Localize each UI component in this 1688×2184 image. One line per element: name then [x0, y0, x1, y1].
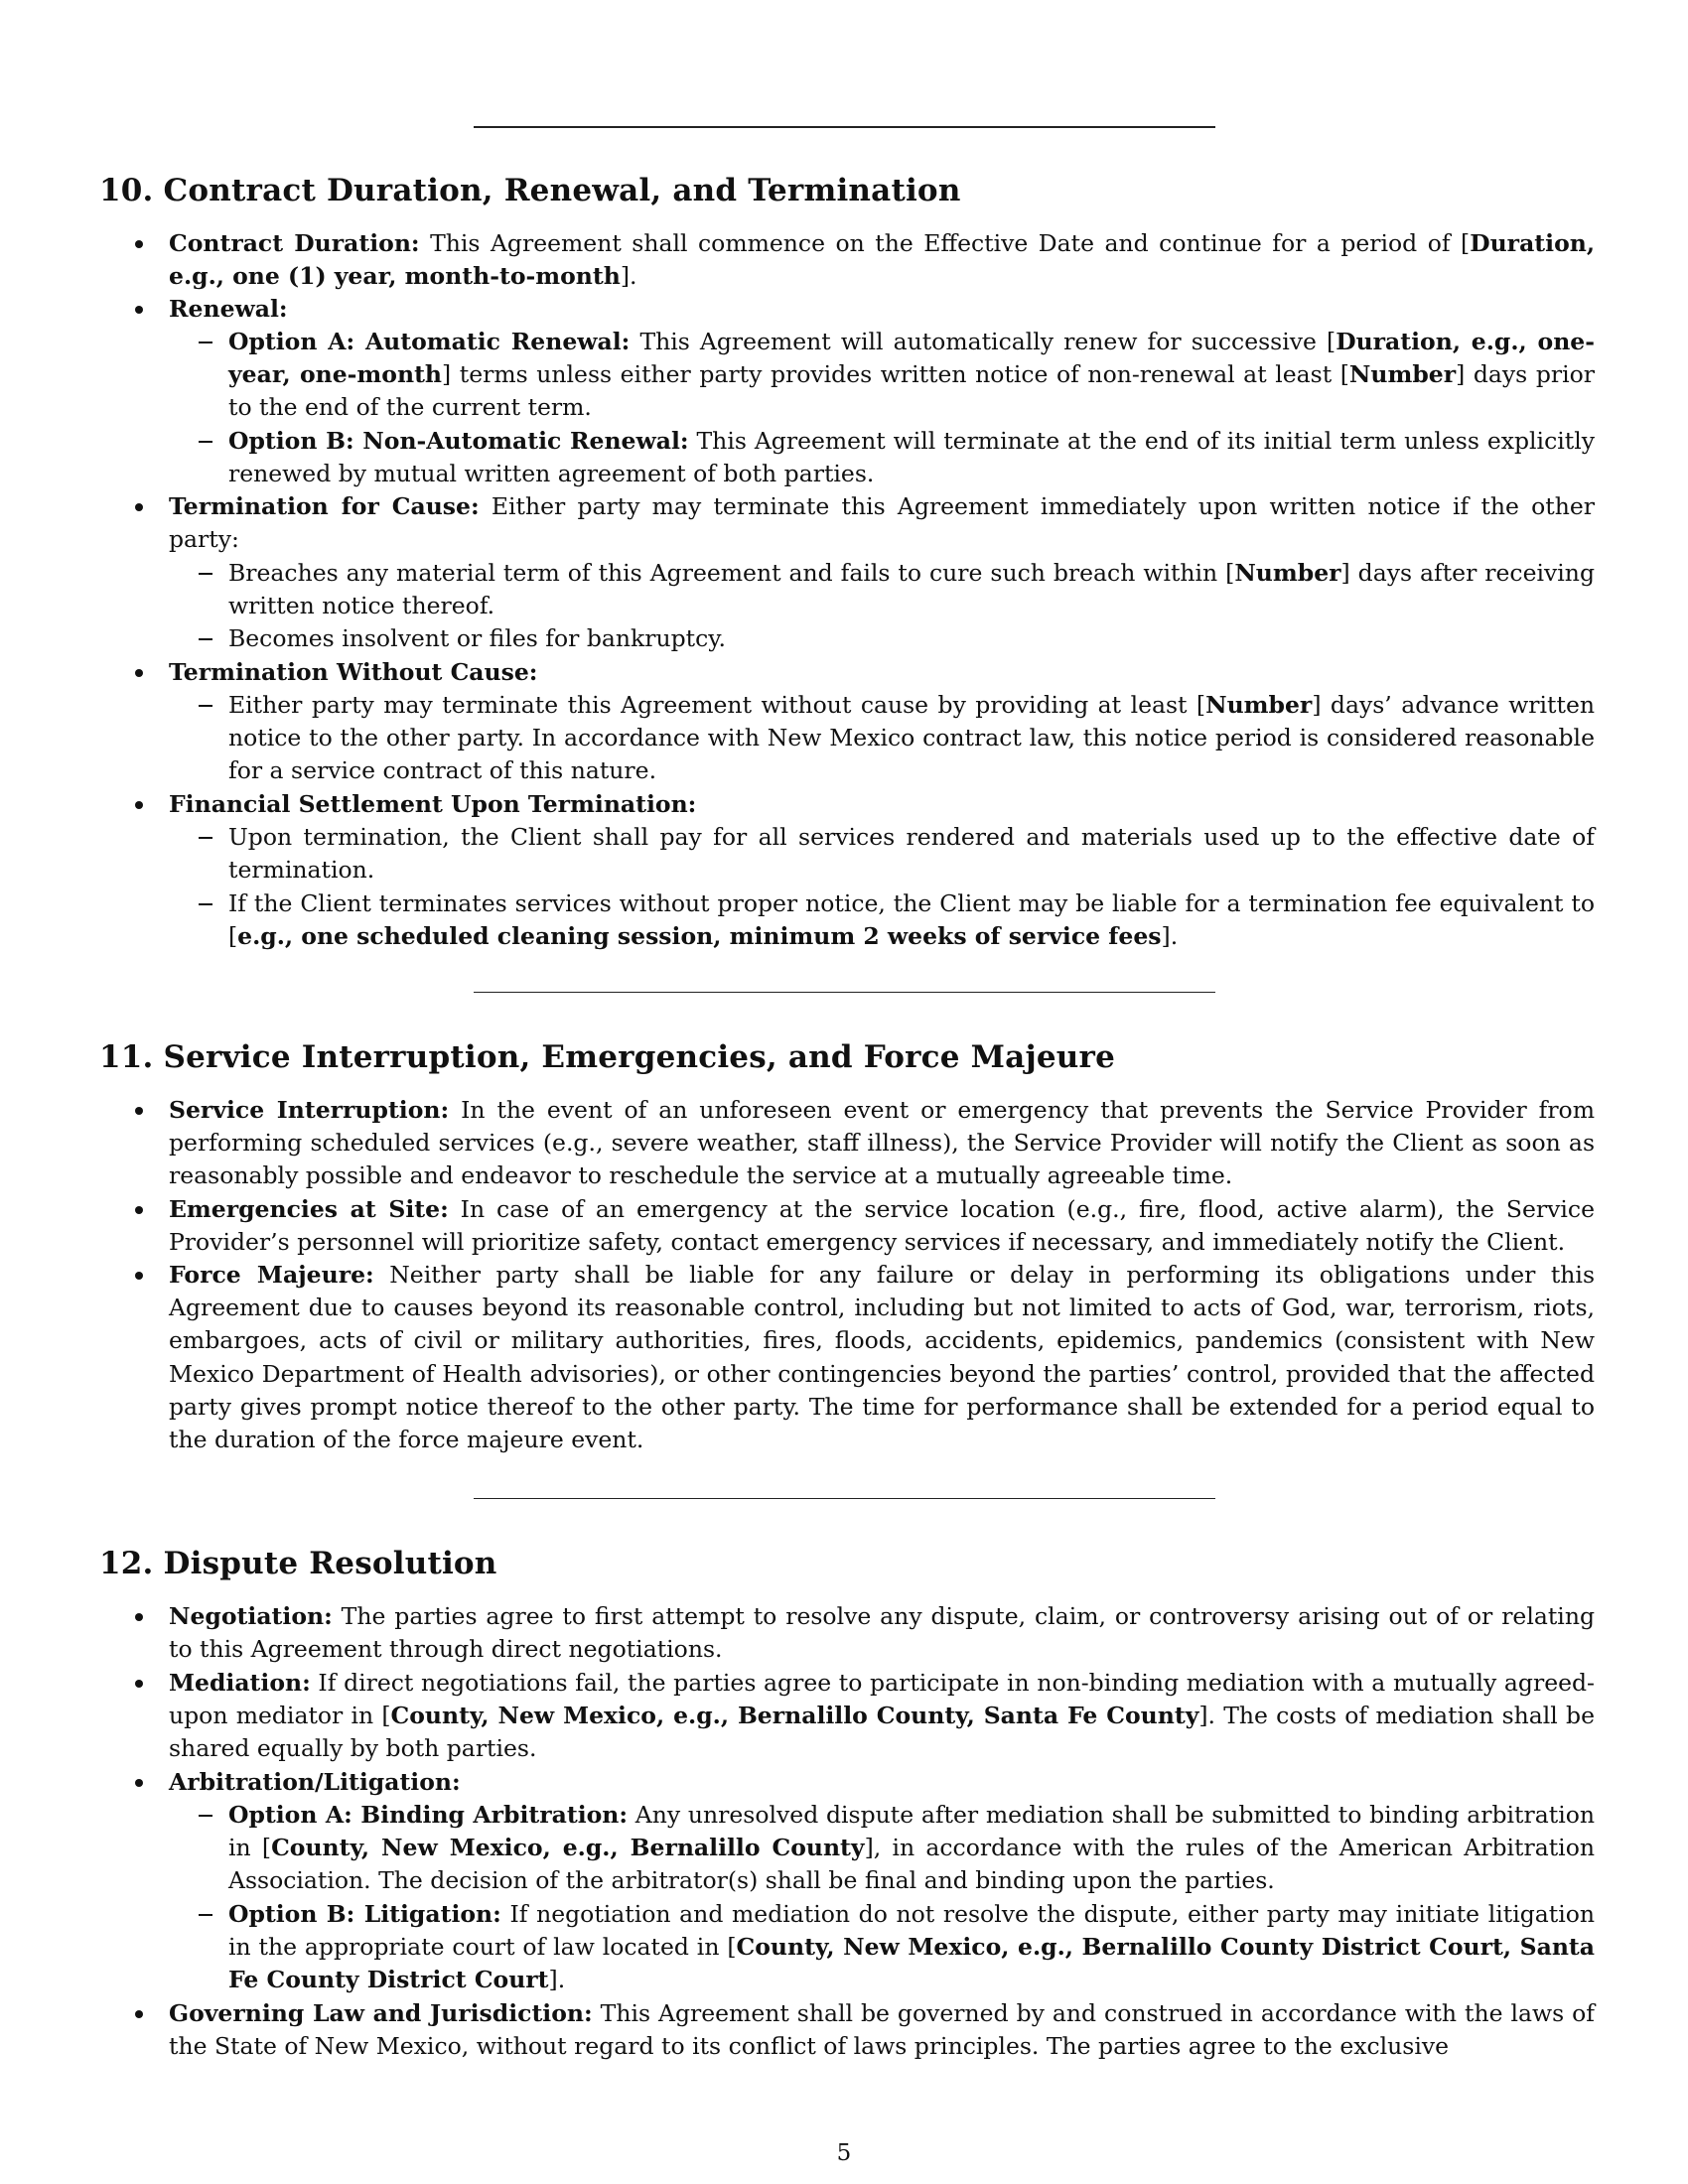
service-interruption-item: Service Interruption: In the event of an unforeseen event or emergency that prevents the Service Provider from performing scheduled services (e.g., severe weather, staff illness), the Service Provider will notify the Client as soon as reasonably possible and endeavor to reschedule the service at a mutually agreeable time.: [169, 1096, 1595, 1190]
bullet-icon: [133, 1105, 147, 1119]
section-divider: [474, 126, 1215, 128]
dash-icon: [197, 1799, 218, 1832]
section-heading-12: 12. Dispute Resolution: [99, 1546, 497, 1581]
contract-duration-item: Contract Duration: This Agreement shall commence on the Effective Date and continue for a period of [Duration, e.g., one (1) year, month-to-month].: [169, 229, 1596, 291]
settlement-payment-item: Upon termination, the Client shall pay for all services rendered and materials used up to the effective date of termination.: [228, 823, 1595, 885]
dash-icon: [197, 689, 218, 722]
renewal-option-a: Option A: Automatic Renewal: This Agreement will automatically renew for successive [Duration, e.g., one-year, one-month] terms unless either party provides written notice of non-renewal at least [Number] days prior to the end of the current term.: [228, 328, 1595, 422]
dash-icon: [197, 821, 218, 854]
financial-settlement-item: Financial Settlement Upon Termination:: [169, 790, 697, 818]
dash-icon: [197, 622, 218, 655]
arbitration-litigation-item: Arbitration/Litigation:: [169, 1768, 461, 1796]
dash-icon: [197, 1898, 218, 1931]
termination-for-cause-item: Termination for Cause: Either party may terminate this Agreement immediately upon written notice if the other party:: [169, 492, 1596, 554]
section-heading-11: 11. Service Interruption, Emergencies, and Force Majeure: [99, 1039, 1116, 1075]
bullet-icon: [133, 1678, 147, 1692]
cause-breach-item: Breaches any material term of this Agreement and fails to cure such breach within [Number] days after receiving written notice thereof.: [228, 559, 1595, 620]
bullet-icon: [133, 1204, 147, 1218]
negotiation-item: Negotiation: The parties agree to first attempt to resolve any dispute, claim, or controversy arising out of or relating to this Agreement through direct negotiations.: [169, 1602, 1595, 1664]
bullet-icon: [133, 667, 147, 681]
force-majeure-item: Force Majeure: Neither party shall be liable for any failure or delay in performing its obligations under this Agreement due to causes beyond its reasonable control, including but not limited to acts of God, war, terrorism, riots, embargoes, acts of civil or military authorities, fires, floods, accidents, epidemics, pandemics (consistent with New Mexico Department of Health advisories), or other contingencies beyond the parties’ control, provided that the affected party gives prompt notice thereof to the other party. The time for performance shall be extended for a period equal to the duration of the force majeure event.: [169, 1261, 1596, 1454]
section-divider: [474, 1498, 1215, 1499]
bullet-icon: [133, 1777, 147, 1791]
termination-without-cause-item: Termination Without Cause:: [169, 658, 538, 686]
bullet-icon: [133, 238, 147, 252]
bullet-icon: [133, 501, 147, 515]
section-heading-10: 10. Contract Duration, Renewal, and Termination: [99, 173, 961, 208]
governing-law-item: Governing Law and Jurisdiction: This Agreement shall be governed by and construed in accordance with the laws of the State of New Mexico, without regard to its conflict of laws principles. The parties agree to the exclusive: [169, 1999, 1595, 2061]
cause-insolvent-item: Becomes insolvent or files for bankruptcy.: [228, 624, 726, 652]
bullet-icon: [133, 304, 147, 318]
renewal-option-b: Option B: Non-Automatic Renewal: This Agreement will terminate at the end of its initial term unless explicitly renewed by mutual written agreement of both parties.: [228, 427, 1595, 488]
litigation-item: Option B: Litigation: If negotiation and mediation do not resolve the dispute, either party may initiate litigation in the appropriate court of law located in [County, New Mexico, e.g., Bernalillo County District Court, Santa Fe County District Court].: [228, 1900, 1596, 1994]
renewal-item: Renewal:: [169, 295, 288, 323]
dash-icon: [197, 887, 218, 920]
section-divider: [474, 992, 1215, 993]
bullet-icon: [133, 2008, 147, 2022]
page-number: 5: [836, 2140, 852, 2166]
dash-icon: [197, 326, 218, 358]
settlement-fee-item: If the Client terminates services without proper notice, the Client may be liable for a termination fee equivalent to [e.g., one scheduled cleaning session, minimum 2 weeks of service fees].: [228, 889, 1595, 951]
mediation-item: Mediation: If direct negotiations fail, the parties agree to participate in non-binding mediation with a mutually agreed-upon mediator in [County, New Mexico, e.g., Bernalillo County, Santa Fe County]. The costs of mediation shall be shared equally by both parties.: [169, 1669, 1595, 1763]
without-cause-notice-item: Either party may terminate this Agreement without cause by providing at least [Number] days’ advance written notice to the other party. In accordance with New Mexico contract law, this notice period is considered reasonable for a service contract of this nature.: [228, 691, 1595, 785]
bullet-icon: [133, 1611, 147, 1625]
dash-icon: [197, 557, 218, 590]
bullet-icon: [133, 1270, 147, 1284]
dash-icon: [197, 425, 218, 458]
bullet-icon: [133, 799, 147, 813]
binding-arbitration-item: Option A: Binding Arbitration: Any unresolved dispute after mediation shall be submitted to binding arbitration in [County, New Mexico, e.g., Bernalillo County], in accordance with the rules of the American Arbitration Association. The decision of the arbitrator(s) shall be final and binding upon the parties.: [228, 1801, 1595, 1895]
emergencies-item: Emergencies at Site: In case of an emergency at the service location (e.g., fire, flood, active alarm), the Service Provider’s personnel will prioritize safety, contact emergency services if necessary, and immediately notify the Client.: [169, 1195, 1595, 1257]
